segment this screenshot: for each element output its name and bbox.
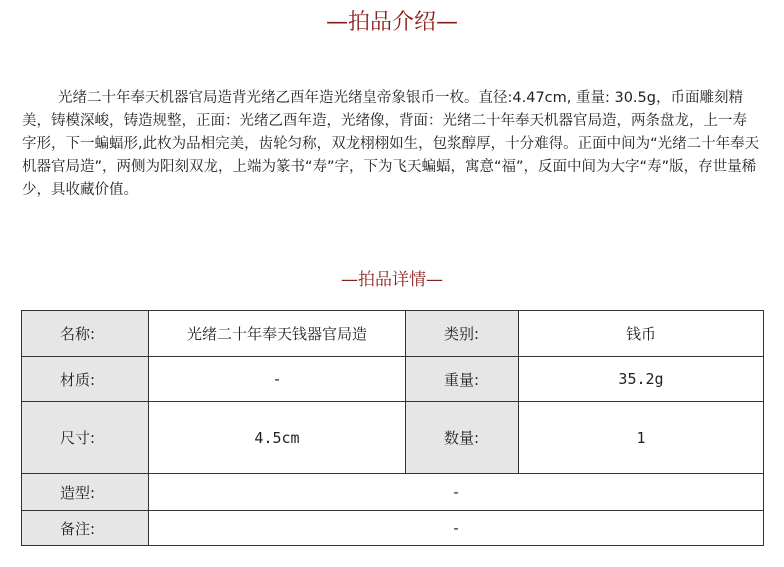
size-label: 尺寸: [22, 402, 149, 474]
quantity-label: 数量: [406, 402, 519, 474]
table-row [22, 357, 764, 402]
material-label: 材质: [22, 357, 149, 402]
shape-value: - [149, 474, 764, 511]
size-value: 4.5cm [149, 402, 406, 474]
name-label: 名称: [22, 311, 149, 357]
remark-label: 备注: [22, 511, 149, 546]
shape-label: 造型: [22, 474, 149, 511]
lot-details-table [21, 310, 764, 546]
intro-section-title: —拍品介绍— [325, 10, 458, 35]
lot-description: 光绪二十年奉天机器官局造背光绪乙酉年造光绪皇帝象银币一枚。直径:4.47cm, 重量: 30.5g，币面雕刻精美，铸模深峻，铸造规整，正面：光绪乙酉年造，光绪像，背面：光绪二十年奉天机器官局造，两条盘龙，上一寿字形，下一蝙蝠形,此枚为品相完美，齿轮匀称，双龙栩栩如生，包浆醇厚，十分难得。正面中间为“光绪二十年奉天机器官局造”，两侧为阳刻双龙，上端为篆书“寿”字，下为飞天蝙蝠，寓意“福”，反面中间为大字“寿”版，存世量稀少，具收藏价值。 [22, 90, 760, 198]
category-label: 类别: [406, 311, 519, 357]
category-value: 钱币 [519, 311, 764, 357]
material-value: - [149, 357, 406, 402]
name-value: 光绪二十年奉天钱器官局造 [149, 311, 406, 357]
table-row [22, 311, 764, 357]
table-row [22, 474, 764, 511]
remark-value: - [149, 511, 764, 546]
table-row [22, 511, 764, 546]
weight-value: 35.2g [519, 357, 764, 402]
detail-section-title: —拍品详情— [341, 270, 443, 290]
quantity-value: 1 [519, 402, 764, 474]
table-row [22, 402, 764, 474]
weight-label: 重量: [406, 357, 519, 402]
